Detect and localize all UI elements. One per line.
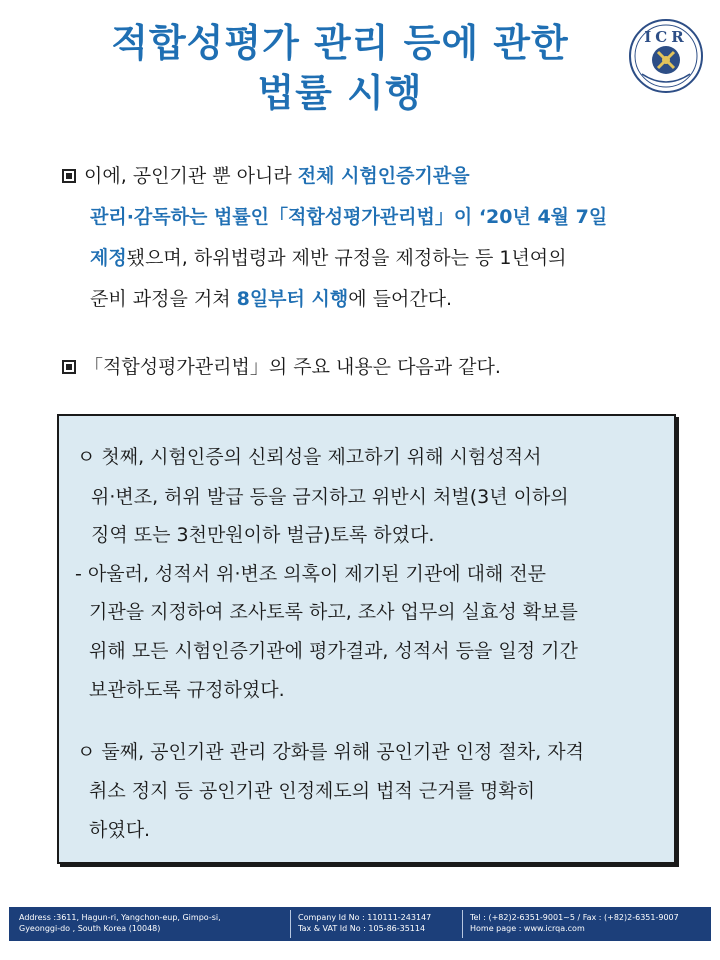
footer-company-ids: Company Id No : 110111-243147 Tax & VAT Id No : 105-86-35114 — [298, 913, 432, 933]
footer-divider — [290, 910, 291, 938]
box-line: 보관하도록 규정하였다. — [89, 679, 285, 701]
footer-bar — [9, 907, 711, 941]
square-bullet-icon — [62, 360, 76, 374]
box-line: 징역 또는 3천만원이하 벌금)토록 하였다. — [91, 524, 435, 546]
paragraph-1-line-2: 관리·감독하는 법률인「적합성평가관리법」이 ‘20년 4월 7일 — [90, 206, 608, 228]
box-line: 위·변조, 허위 발급 등을 금지하고 위반시 처벌(3년 이하의 — [91, 486, 569, 508]
paragraph-2-text: 「적합성평가관리법」의 주요 내용은 다음과 같다. — [84, 356, 501, 378]
paragraph-1-line-4: 준비 과정을 거쳐 8일부터 시행에 들어간다. — [90, 288, 453, 310]
paragraph-2 — [62, 347, 672, 388]
paragraph-1 — [62, 156, 672, 320]
icr-logo — [628, 18, 704, 94]
page-title — [60, 18, 620, 118]
paragraph-1-line-1: 이에, 공인기관 뿐 아니라 전체 시험인증기관을 — [62, 156, 672, 197]
key-contents-box — [57, 414, 676, 864]
footer-divider — [462, 910, 463, 938]
box-line: ㅇ 둘째, 공인기관 관리 강화를 위해 공인기관 인정 절차, 자격 — [77, 741, 584, 763]
box-line: 하였다. — [89, 819, 151, 841]
box-line: 취소 정지 등 공인기관 인정제도의 법적 근거를 명확히 — [89, 780, 536, 802]
title-line-1: 적합성평가 관리 등에 관한 — [111, 21, 569, 65]
box-line: 기관을 지정하여 조사토록 하고, 조사 업무의 실효성 확보를 — [89, 601, 578, 623]
box-line: 위해 모든 시험인증기관에 평가결과, 성적서 등을 일정 기간 — [89, 640, 578, 662]
footer-contact: Tel : (+82)2-6351-9001~5 / Fax : (+82)2-6351-9007 Home page : www.icrqa.com — [470, 913, 679, 933]
box-line: - 아울러, 성적서 위·변조 의혹이 제기된 기관에 대해 전문 — [75, 563, 547, 585]
box-line: ㅇ 첫째, 시험인증의 신뢰성을 제고하기 위해 시험성적서 — [77, 446, 542, 468]
square-bullet-icon — [62, 169, 76, 183]
logo-text: ICR — [644, 28, 688, 46]
footer-address: Address :3611, Hagun-ri, Yangchon-eup, Gimpo-si, Gyeonggi-do , South Korea (10048) — [19, 913, 221, 933]
paragraph-1-line-3: 제정됐으며, 하위법령과 제반 규정을 제정하는 등 1년여의 — [90, 247, 567, 269]
title-line-2: 법률 시행 — [257, 71, 423, 115]
